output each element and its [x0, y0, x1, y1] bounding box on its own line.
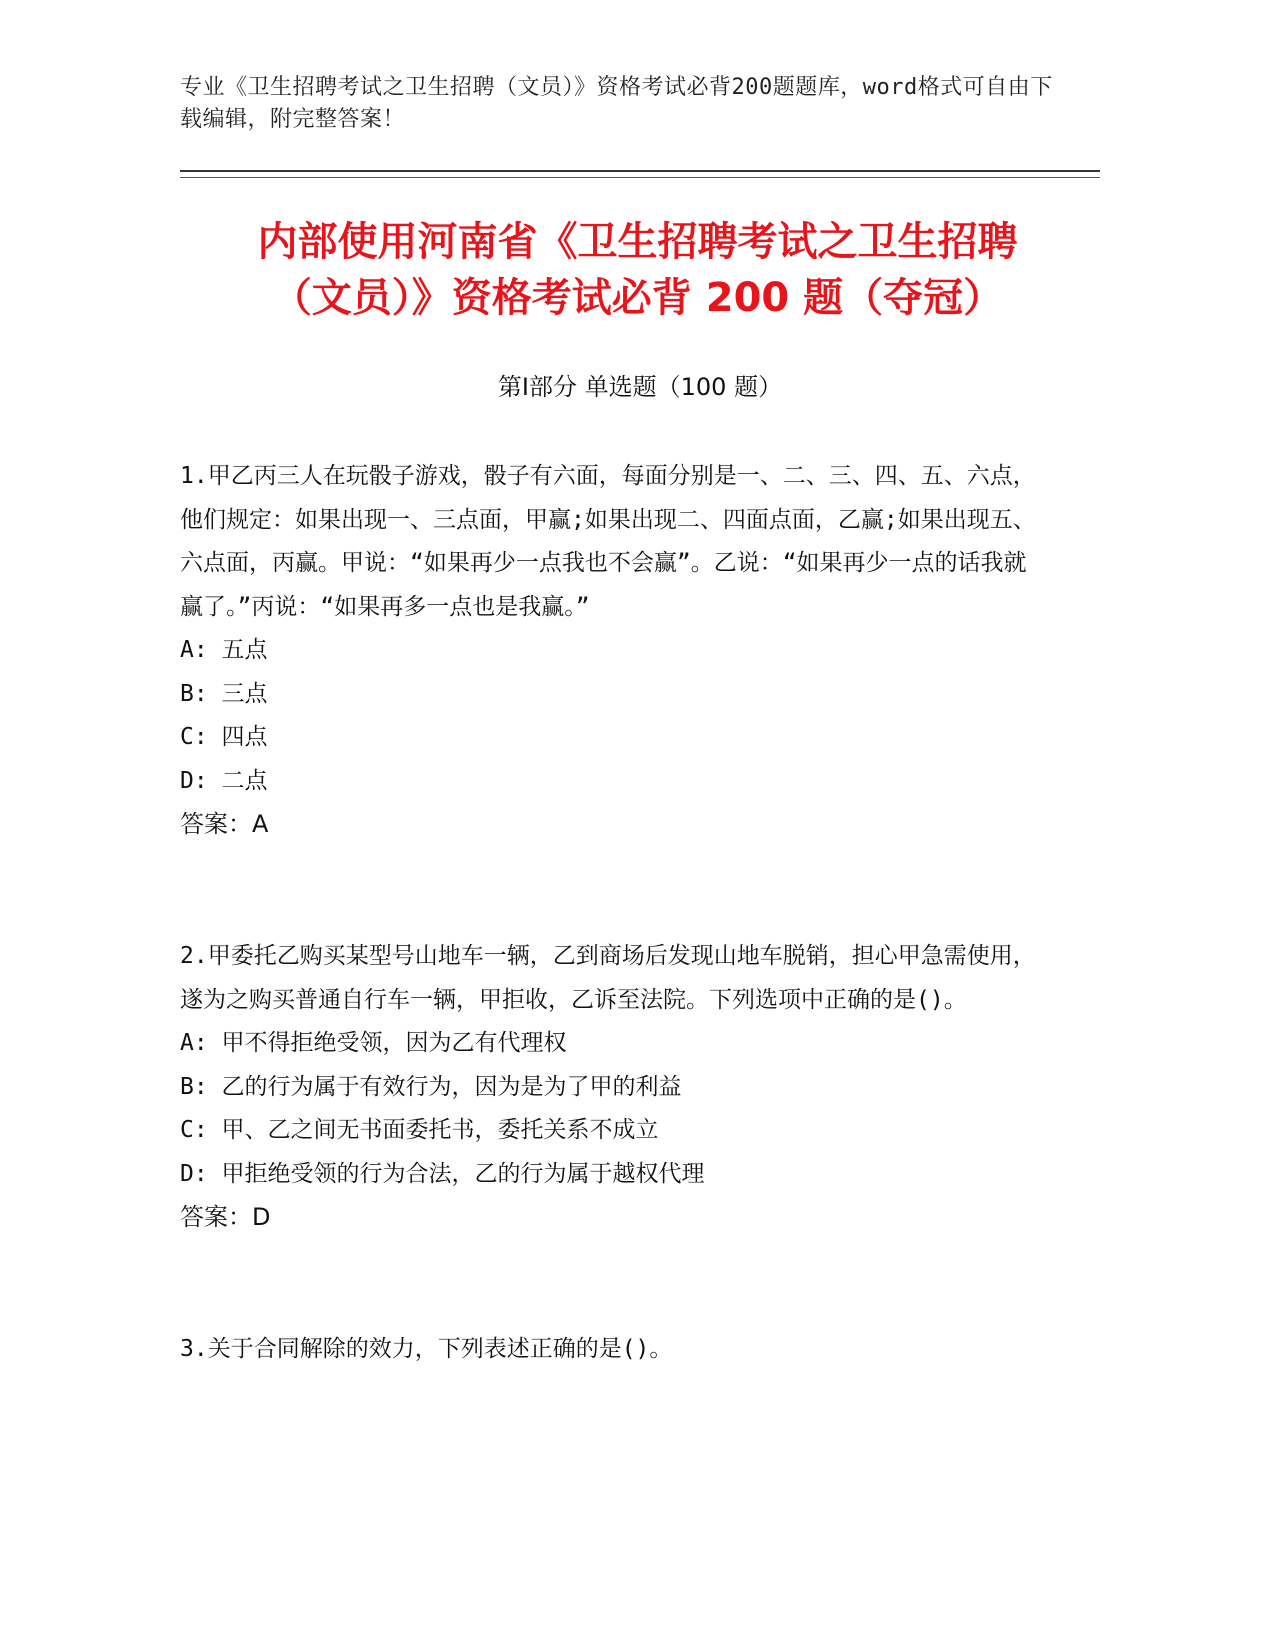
answer: 答案：A — [180, 810, 269, 838]
answer: 答案：D — [180, 1203, 271, 1231]
option-d: D: 二点 — [180, 767, 268, 794]
option-c: C: 四点 — [180, 724, 268, 750]
question-1 — [180, 455, 1040, 847]
option-c: C: 甲、乙之间无书面委托书，委托关系不成立 — [180, 1117, 659, 1143]
header-divider-thick — [180, 170, 1100, 172]
question-stem: 3.关于合同解除的效力，下列表述正确的是()。 — [180, 1336, 673, 1362]
option-b: B: 三点 — [180, 680, 268, 707]
document-title — [150, 214, 1125, 326]
section-heading: 第Ⅰ部分 单选题（100 题） — [497, 373, 783, 401]
option-a: A: 甲不得拒绝受领，因为乙有代理权 — [180, 1030, 567, 1056]
question-2 — [180, 935, 1040, 1240]
question-stem: 2.甲委托乙购买某型号山地车一辆，乙到商场后发现山地车脱销，担心甲急需使用，遂为之购买普通自行车一辆，甲拒收，乙诉至法院。下列选项中正确的是()。 — [180, 943, 1036, 1013]
header-note: 专业《卫生招聘考试之卫生招聘（文员）》资格考试必背200题题库，word格式可自由下载编辑，附完整答案！ — [180, 75, 1053, 132]
option-b: B: 乙的行为属于有效行为，因为是为了甲的利益 — [180, 1073, 682, 1100]
title-line-1: 内部使用河南省《卫生招聘考试之卫生招聘 — [257, 219, 1018, 265]
question-3 — [180, 1328, 1040, 1372]
title-line-2: （文员）》资格考试必背 200 题（夺冠） — [271, 275, 1004, 321]
header-divider-thin — [180, 177, 1100, 178]
question-stem: 1.甲乙丙三人在玩骰子游戏，骰子有六面，每面分别是一、二、三、四、五、六点，他们规定：如果出现一、三点面，甲赢;如果出现二、四面点面，乙赢;如果出现五、六点面，丙赢。甲说：“如果再少一点我也不会赢”。乙说：“如果再少一点的话我就赢了。”丙说：“如果再多一点也是我赢。” — [180, 463, 1036, 620]
option-a: A: 五点 — [180, 637, 268, 663]
option-d: D: 甲拒绝受领的行为合法，乙的行为属于越权代理 — [180, 1160, 705, 1187]
